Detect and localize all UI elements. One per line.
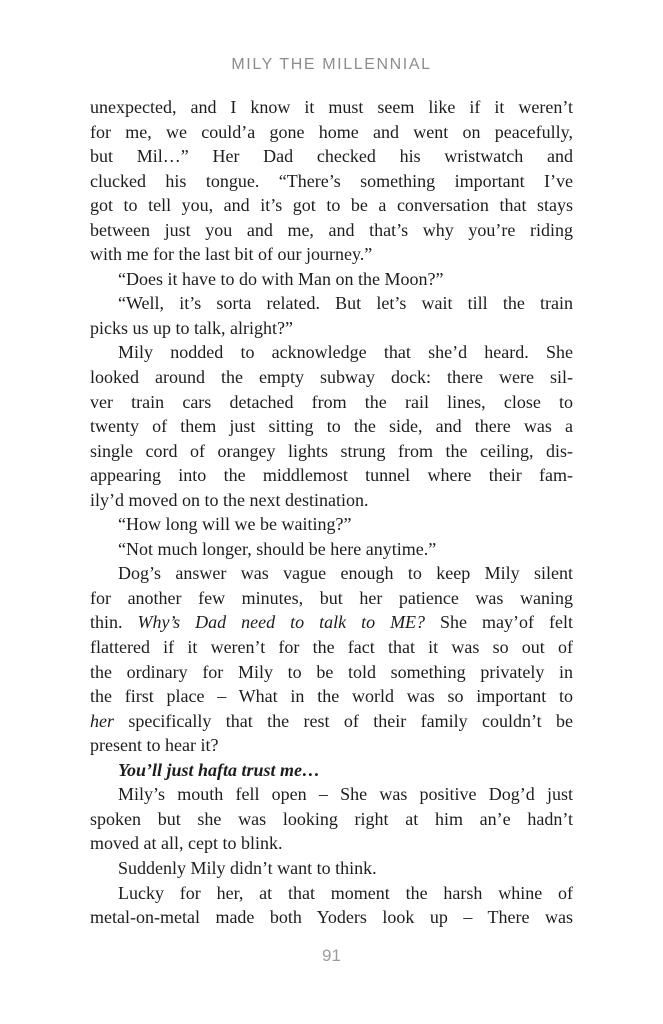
- text-line: [90, 733, 573, 758]
- text-line: [90, 291, 573, 316]
- text-line: [90, 881, 573, 906]
- text-segment-i: her: [90, 710, 114, 731]
- text-line: [90, 561, 573, 586]
- text-segment: ily’d moved on to the next destination.: [90, 489, 369, 510]
- page-body: [90, 95, 573, 930]
- text-segment: thin.: [90, 612, 138, 633]
- text-segment: specifically that the rest of their family couldn’t be: [114, 710, 573, 731]
- running-head: MILY THE MILLENNIAL: [231, 56, 432, 73]
- text-line: [90, 635, 573, 660]
- text-segment: moved at all, cept to blink.: [90, 833, 283, 854]
- text-segment: present to hear it?: [90, 735, 219, 756]
- text-segment: the ordinary for Mily to be told something privately in: [90, 661, 573, 682]
- text-line: [90, 267, 573, 292]
- text-segment: “How long will we be waiting?”: [118, 514, 352, 535]
- text-segment: for another few minutes, but her patience was waning: [90, 587, 573, 608]
- text-segment-bi: You’ll just hafta trust me…: [118, 759, 321, 780]
- text-line: [90, 537, 573, 562]
- text-line: [90, 905, 573, 930]
- text-segment: Mily nodded to acknowledge that she’d heard. She: [118, 342, 573, 363]
- text-line: [90, 782, 573, 807]
- text-line: [90, 365, 573, 390]
- text-segment: but Mil…” Her Dad checked his wristwatch and: [90, 146, 573, 167]
- text-line: [90, 463, 573, 488]
- text-line: [90, 242, 573, 267]
- text-line: [90, 684, 573, 709]
- text-segment: Lucky for her, at that moment the harsh whine of: [118, 882, 573, 903]
- page-number: 91: [322, 946, 341, 965]
- text-segment: Mily’s mouth fell open – She was positive Dog’d just: [118, 784, 573, 805]
- text-segment: with me for the last bit of our journey.”: [90, 244, 373, 265]
- text-segment: for me, we could’a gone home and went on peacefully,: [90, 121, 573, 142]
- text-segment: “Not much longer, should be here anytime.”: [118, 538, 437, 559]
- text-line: [90, 758, 573, 783]
- text-line: [90, 488, 573, 513]
- text-segment: She may’of felt: [425, 612, 573, 633]
- text-line: [90, 709, 573, 734]
- text-line: [90, 831, 573, 856]
- text-segment: appearing into the middlemost tunnel where their fam-: [90, 465, 573, 486]
- text-line: [90, 120, 573, 145]
- text-segment: Dog’s answer was vague enough to keep Mily silent: [118, 563, 573, 584]
- text-segment-i: Why’s Dad need to talk to ME?: [137, 612, 426, 633]
- text-line: [90, 316, 573, 341]
- text-line: [90, 610, 573, 635]
- text-segment: twenty of them just sitting to the side, and there was a: [90, 416, 573, 437]
- text-line: [90, 512, 573, 537]
- text-segment: picks us up to talk, alright?”: [90, 317, 293, 338]
- text-segment: ver train cars detached from the rail lines, close to: [90, 391, 573, 412]
- text-segment: single cord of orangey lights strung from the ceiling, dis-: [90, 440, 573, 461]
- text-segment: the first place – What in the world was so important to: [90, 686, 573, 707]
- text-line: [90, 95, 573, 120]
- text-segment: metal-on-metal made both Yoders look up – There was: [90, 907, 573, 928]
- text-segment: “Well, it’s sorta related. But let’s wait till the train: [118, 293, 573, 314]
- text-line: [90, 169, 573, 194]
- text-line: [90, 193, 573, 218]
- text-line: [90, 807, 573, 832]
- text-segment: looked around the empty subway dock: there were sil-: [90, 367, 573, 388]
- text-segment: got to tell you, and it’s got to be a conversation that stays: [90, 195, 573, 216]
- text-segment: spoken but she was looking right at him an’e hadn’t: [90, 808, 573, 829]
- text-segment: “Does it have to do with Man on the Moon?”: [118, 268, 444, 289]
- text-line: [90, 586, 573, 611]
- text-segment: flattered if it weren’t for the fact that it was so out of: [90, 637, 573, 658]
- text-segment: unexpected, and I know it must seem like if it weren’t: [90, 97, 573, 117]
- text-segment: between just you and me, and that’s why you’re riding: [90, 219, 573, 240]
- text-line: [90, 340, 573, 365]
- text-line: [90, 439, 573, 464]
- text-line: [90, 144, 573, 169]
- text-line: [90, 414, 573, 439]
- text-line: [90, 856, 573, 881]
- text-segment: Suddenly Mily didn’t want to think.: [118, 857, 377, 878]
- text-line: [90, 218, 573, 243]
- text-segment: clucked his tongue. “There’s something important I’ve: [90, 170, 573, 191]
- text-line: [90, 660, 573, 685]
- text-line: [90, 390, 573, 415]
